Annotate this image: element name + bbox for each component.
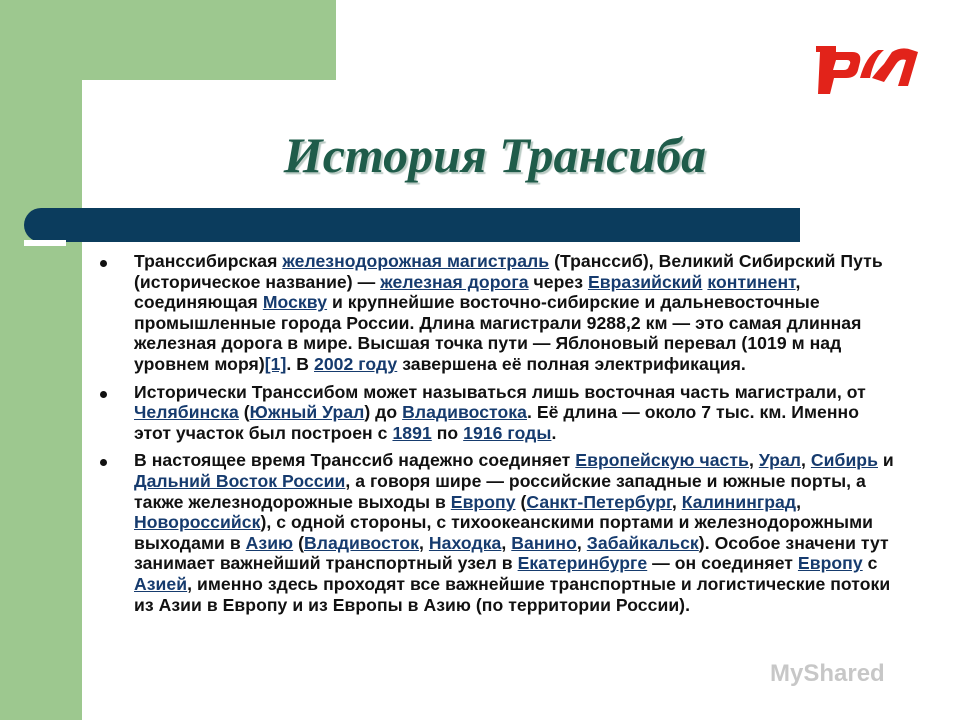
inline-link[interactable]: Европу — [797, 553, 863, 574]
bullet-paragraph — [100, 251, 900, 375]
watermark: MyShared — [770, 660, 885, 687]
inline-link[interactable]: Евразийский — [587, 271, 703, 292]
title-underline-bar — [24, 208, 800, 242]
inline-link[interactable]: Урал — [758, 450, 802, 471]
inline-link[interactable]: Новороссийск — [134, 512, 261, 533]
text-run: , соединяющая — [134, 271, 801, 313]
text-run: — он соединяет — [647, 553, 798, 574]
top-green-band — [0, 0, 336, 80]
inline-link[interactable]: [1] — [264, 353, 287, 374]
inline-link[interactable]: 2002 году — [314, 353, 398, 374]
text-run: ( — [238, 402, 250, 423]
text-run: с — [862, 553, 878, 574]
text-run: Исторически Транссибом может называться лишь восточная часть магистрали, от — [134, 381, 866, 402]
text-run: , — [796, 491, 802, 512]
text-run: (Транссиб), Великий Сибирский Путь (историческое название) — — [134, 251, 883, 292]
text-run: , — [671, 491, 682, 512]
inline-link[interactable]: Калининград — [681, 491, 797, 512]
inline-link[interactable]: континент — [707, 271, 796, 292]
text-run: ( — [293, 532, 304, 553]
text-run: , — [801, 450, 811, 471]
bullet-dot-icon — [100, 459, 107, 466]
text-run: . В — [286, 353, 314, 374]
inline-link[interactable]: Южный Урал — [249, 402, 365, 423]
inline-link[interactable]: 1916 годы — [463, 422, 552, 443]
bullet-dot-icon — [100, 260, 107, 267]
inline-link[interactable]: Азией — [134, 573, 188, 594]
slide-title: История Трансиба — [283, 127, 707, 183]
inline-link[interactable]: Забайкальск — [586, 532, 699, 553]
inline-link[interactable]: Дальний Восток России — [134, 470, 346, 491]
text-run: и — [877, 450, 894, 471]
inline-link[interactable]: Владивосток — [304, 532, 420, 553]
rzd-logo — [812, 36, 924, 98]
inline-link[interactable]: Сибирь — [810, 450, 878, 471]
text-run: В настоящее время Транссиб надежно соединяет — [134, 450, 576, 471]
text-run: , именно здесь проходят все важнейшие транспортные и логистические потоки из Азии в Европу и из Европы в Азию (по территории России). — [134, 573, 891, 615]
text-run: по — [431, 422, 464, 443]
text-run: завершена её полная электрификация. — [397, 353, 746, 374]
bar-notch — [24, 240, 66, 246]
text-run: ) до — [364, 402, 403, 423]
text-run: Транссибирская — [134, 251, 283, 271]
inline-link[interactable]: Москву — [262, 292, 328, 313]
inline-link[interactable]: Ванино — [511, 532, 577, 553]
text-run: и крупнейшие восточно-сибирские и дальневосточные промышленные города России. Длина магистрали 9288,2 км — это самая длинная железная дорога в мире. Высшая точка пути — Яблоновый перевал (1019 м над уровнем моря) — [134, 292, 862, 374]
text-run: ). Особое значени тут занимает важнейший транспортный узел в — [134, 532, 889, 574]
bullet-dot-icon — [100, 391, 107, 398]
bullet-paragraph — [100, 382, 900, 444]
inline-link[interactable]: Азию — [245, 532, 294, 553]
text-run: . Её длина — около 7 тыс. км. Именно этот участок был построен с — [134, 402, 860, 443]
inline-link[interactable]: Екатеринбурге — [517, 553, 648, 574]
text-run: ( — [515, 491, 527, 512]
text-run: , а говоря шире — российские западные и южные порты, а также железнодорожные выходы в — [134, 470, 866, 512]
text-run: , — [501, 532, 512, 553]
text-run: , — [419, 532, 429, 553]
inline-link[interactable]: Владивостока — [402, 402, 527, 423]
left-green-band — [0, 0, 82, 720]
text-run: . — [551, 422, 557, 443]
inline-link[interactable]: Санкт-Петербург — [526, 491, 672, 512]
text-run: , — [576, 532, 587, 553]
text-run: , — [748, 450, 759, 471]
text-run: через — [528, 271, 588, 292]
bullet-paragraph — [100, 450, 900, 615]
inline-link[interactable]: железнодорожная магистраль — [282, 251, 550, 271]
inline-link[interactable]: 1891 — [392, 422, 432, 443]
inline-link[interactable]: Европейскую часть — [575, 450, 749, 471]
bullet-list — [100, 251, 900, 622]
inline-link[interactable]: Находка — [428, 532, 502, 553]
inline-link[interactable]: Европу — [450, 491, 516, 512]
text-run: ), с одной стороны, с тихоокеанскими портами и железнодорожными выходами в — [134, 512, 874, 553]
inline-link[interactable]: железная дорога — [380, 271, 529, 292]
inline-link[interactable]: Челябинска — [134, 402, 239, 423]
